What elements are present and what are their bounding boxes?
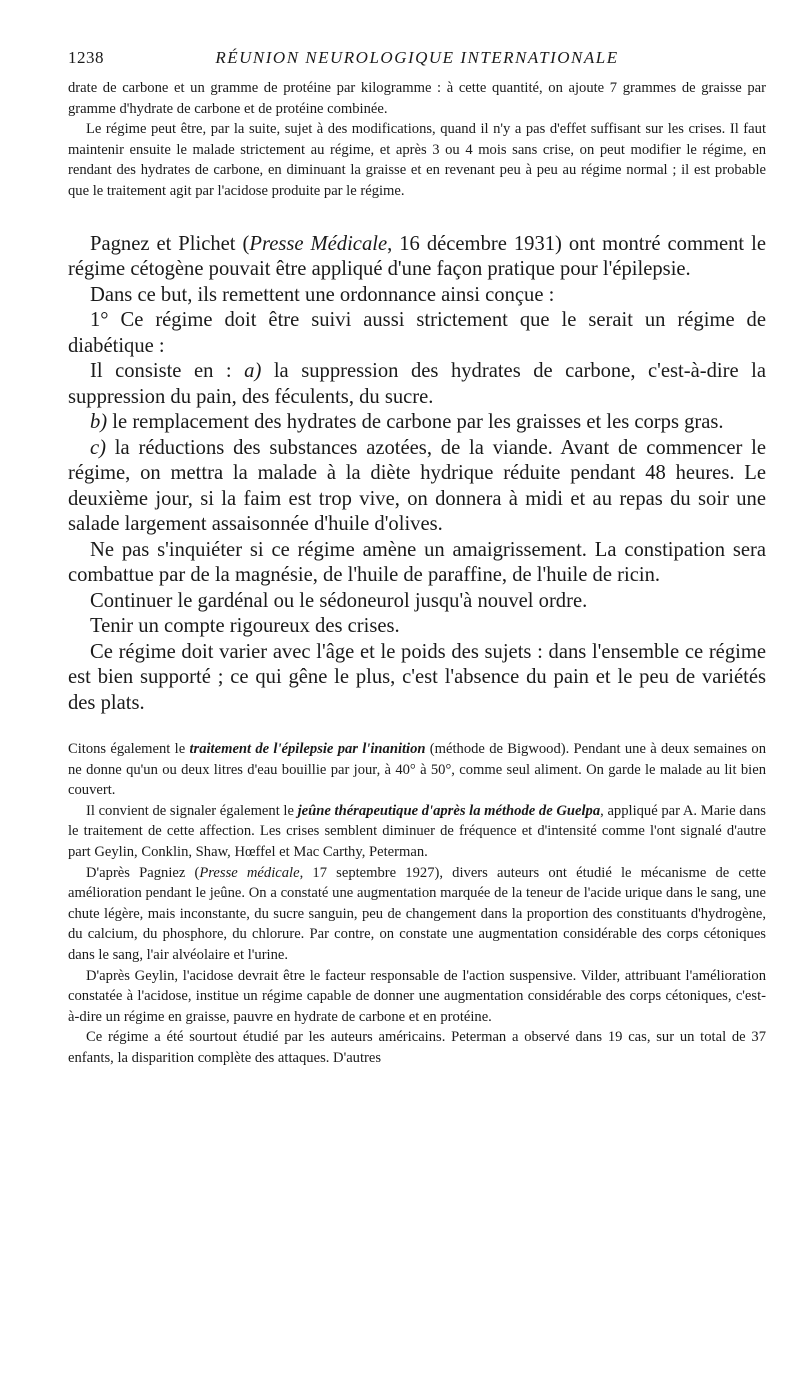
bottom-small-text [68,739,766,1069]
bottom-paragraph-1: Citons également le traitement de l'épilepsie par l'inanition (méthode de Bigwood). Pendant une à deux semaines on ne donne qu'un ou deux litres d'eau bouillie par jour, à 40° à 50°, comme seul aliment. On garde le malade au lit bien couvert. [68,741,766,799]
main-paragraph-5: b) le remplacement des hydrates de carbone par les graisses et les corps gras. [90,411,724,434]
bottom-paragraph-5: Ce régime a été sourtout étudié par les auteurs américains. Peterman a observé dans 19 cas, sur un total de 37 enfants, la disparition complète des attaques. D'autres [68,1029,766,1066]
main-paragraph-7: Ne pas s'inquiéter si ce régime amène un amaigrissement. La constipation sera combattue par de la magnésie, de l'huile de paraffine, de l'huile de ricin. [68,538,766,587]
main-paragraph-8: Continuer le gardénal ou le sédoneurol jusqu'à nouvel ordre. [90,589,588,612]
top-paragraph-2: Le régime peut être, par la suite, sujet à des modifications, quand il n'y a pas d'effet suffisant sur les crises. Il faut maintenir ensuite le malade strictement au régime, et après 3 ou 4 mois sans crise, on peut modifier le régime, en rendant des hydrates de carbone, en diminuant la graisse et en revenant peu à peu au régime normal ; il est probable que le traitement agit par l'acidose produite par le régime. [68,121,766,199]
top-paragraph-1: drate de carbone et un gramme de protéine par kilogramme : à cette quantité, on ajoute 7 grammes de graisse par gramme d'hydrate de carbone et de protéine combinée. [68,80,766,117]
main-paragraph-1: Pagnez et Plichet (Presse Médicale, 16 décembre 1931) ont montré comment le régime cétogène pouvait être appliqué d'une façon pratique pour l'épilepsie. [68,232,766,281]
journal-title: Presse Médicale [249,232,388,255]
main-paragraph-10: Ce régime doit varier avec l'âge et le poids des sujets : dans l'ensemble ce régime est bien supporté ; ce qui gêne le plus, c'est l'absence du pain et le peu de variétés des plats. [68,640,766,714]
main-paragraph-3: 1° Ce régime doit être suivi aussi strictement que le serait un régime de diabétique : [68,309,766,357]
main-paragraph-2: Dans ce but, ils remettent une ordonnance ainsi conçue : [90,283,555,306]
main-paragraph-6: c) la réductions des substances azotées, de la viande. Avant de commencer le régime, on mettra la malade à la diète hydrique réduite pendant 48 heures. Le deuxième jour, si la faim est trop vive, on donnera à midi et au repas du soir une salade largement assaisonnée d'huile d'olives. [68,436,766,536]
bottom-paragraph-3: D'après Pagniez (Presse médicale, 17 septembre 1927), divers auteurs ont étudié le mécanisme de cette amélioration pendant le jeûne. On a constaté une augmentation marquée de la teneur de l'acide urique dans le sang, une chute légère, mais inconstante, du sucre sanguin, peu de changement dans la proportion des constituants d'hydrogène, du calcium, du phosphore, du chlorure. Par contre, on constate une augmentation considérable des corps cétoniques dans le sang, l'air alvéolaire et l'urine. [68,864,766,963]
bottom-paragraph-4: D'après Geylin, l'acidose devrait être le facteur responsable de l'action suspensive. Vilder, attribuant l'amélioration constatée à l'acidose, institue un régime capable de donner une augmentation considérable des corps cétoniques, c'est-à-dire un régime en graisse, pauvre en hydrate de carbone et en protéine. [68,967,766,1025]
emphasis-inanition: traitement de l'épilepsie par l'inanition [189,741,426,758]
running-title: RÉUNION NEUROLOGIQUE INTERNATIONALE [215,48,619,67]
main-text [68,232,766,717]
journal-title-2: Presse médicale [199,864,300,881]
bottom-paragraph-2: Il convient de signaler également le jeûne thérapeutique d'après la méthode de Guelpa, appliqué par A. Marie dans le traitement de cette affection. Les crises semblent diminuer de fréquence et d'intensité comme l'ont signalé d'autre part Geylin, Conklin, Shaw, Hœffel et Mac Carthy, Peterman. [68,802,766,861]
running-head [68,48,766,78]
top-small-text [68,78,766,202]
main-paragraph-4: Il consiste en : a) la suppression des hydrates de carbone, c'est-à-dire la suppression du pain, des féculents, du sucre. [68,360,766,408]
emphasis-guelpa: jeûne thérapeutique d'après la méthode de Guelpa [297,802,601,819]
page-number: 1238 [68,48,104,67]
main-paragraph-9: Tenir un compte rigoureux des crises. [90,615,400,638]
